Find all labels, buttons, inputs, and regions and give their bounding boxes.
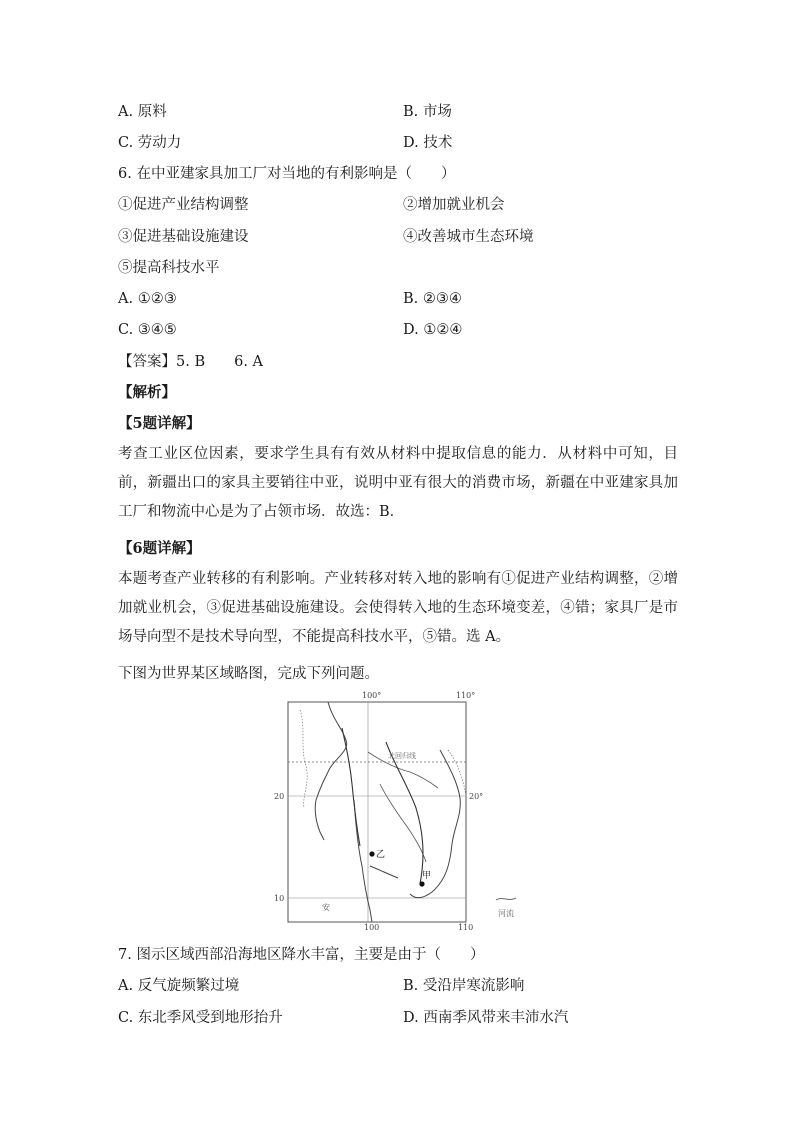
gulf-coast (370, 866, 398, 878)
q6-detail-text: 本题考查产业转移的有利影响。产业转移对转入地的影响有①促进产业结构调整，②增加就业机会，③促进基础设施建设。会使得转入地的生态环境变差，④错；家具厂是市场导向型不是技术导向型，不能提高科技水平，⑤错。选 A。 (118, 571, 678, 645)
q6-item-2: ②增加就业机会 (403, 197, 505, 213)
coastline-east-dotted (448, 750, 466, 796)
q7-option-b: B. 受沿岸寒流影响 (403, 978, 525, 994)
coastline-peninsula (354, 800, 372, 922)
q6-stem: 6. 在中亚建家具加工厂对当地的有利影响是（ ） (118, 166, 456, 182)
q5-detail-heading: 【5题详解】 (118, 415, 201, 432)
q5-detail-text: 考查工业区位因素，要求学生具有有效从材料中提取信息的能力．从材料中可知，目前，新疆出口的家具主要销往中亚，说明中亚有很大的消费市场，新疆在中亚建家具加工厂和物流中心是为了占领市场．故选：B． (118, 446, 678, 520)
label-lon-bottom-right: 110 (458, 923, 474, 930)
q5-option-d: D. 技术 (403, 135, 453, 151)
river-mekong (386, 742, 423, 884)
q6-item-3: ③促进基础设施建设 (118, 229, 249, 245)
q6-item-5: ⑤提高科技水平 (118, 260, 220, 276)
q5-option-b: B. 市场 (403, 104, 452, 120)
q6-item-1: ①促进产业结构调整 (118, 197, 249, 213)
q6-option-d: D. ①②④ (403, 322, 463, 338)
q5-option-a: A. 原料 (118, 104, 167, 120)
legend-label: 河流 (498, 909, 514, 918)
q6-item-4: ④改善城市生态环境 (403, 229, 534, 245)
region-map-svg (270, 688, 530, 930)
q5-option-c: C. 劳动力 (118, 135, 182, 151)
point-yi (369, 851, 374, 856)
label-jia: 甲 (422, 871, 432, 881)
map-frame (288, 702, 466, 922)
q7-option-a: A. 反气旋频繁过境 (118, 978, 240, 994)
label-tropic: 北回归线 (388, 752, 416, 760)
label-lon-top-left: 100° (362, 691, 382, 700)
label-yi: 乙 (376, 850, 386, 860)
analysis-heading: 【解析】 (118, 384, 176, 401)
q6-detail-heading: 【6题详解】 (118, 540, 201, 557)
q6-option-b: B. ②③④ (403, 291, 462, 307)
legend-river-icon (496, 898, 516, 900)
label-lat-20-left: 20 (274, 792, 285, 801)
q6-option-a: A. ①②③ (118, 291, 177, 307)
q7-option-c: C. 东北季风受到地形抬升 (118, 1010, 283, 1026)
coastline-west-dotted (300, 710, 307, 808)
label-lat-20-right: 20° (469, 792, 484, 801)
label-lat-10-left: 10 (274, 894, 285, 903)
region-map (270, 688, 530, 930)
label-lon-top-right: 110° (456, 691, 476, 700)
map-intro: 下图为世界某区域略图，完成下列问题。 (118, 666, 379, 682)
q7-stem: 7. 图示区域西部沿海地区降水丰富，主要是由于（ ） (118, 947, 485, 963)
answer-line: 【答案】5. B 6. A (118, 354, 264, 370)
river-west (342, 728, 360, 846)
coastline-east (410, 750, 460, 898)
q6-option-c: C. ③④⑤ (118, 322, 177, 338)
label-lon-bottom-left: 100 (364, 923, 380, 930)
q7-option-d: D. 西南季风带来丰沛水汽 (403, 1010, 569, 1026)
point-jia (419, 881, 424, 886)
coastline-west (315, 702, 346, 840)
label-sea: 安 (322, 903, 330, 912)
